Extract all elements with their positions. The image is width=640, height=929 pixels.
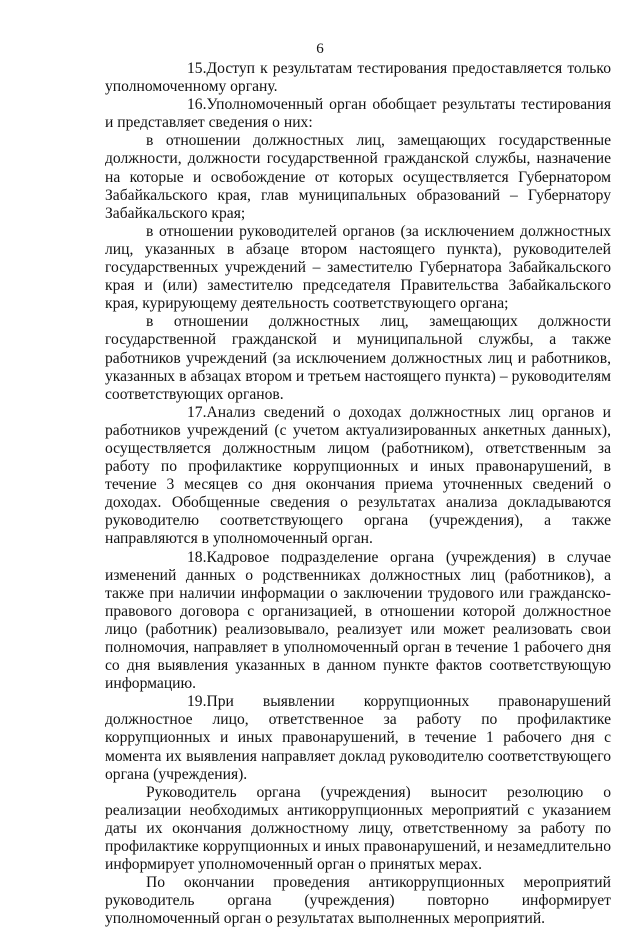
paragraph-text: Кадровое подразделение органа (учреждения) в случае изменений данных о родственниках должностных лиц (работников), а также при наличии информации о заключении трудового или гражданско-правового договора с организацией, в отношении которой должностное лицо (работник) реализовывало, реализует или может реализовать свои полномочия, направляет в уполномоченный орган в течение 1 рабочего дня со дня выявления указанных в данном пункте фактов соответствующую информацию. bbox=[105, 548, 611, 693]
document-body bbox=[105, 60, 611, 929]
paragraph-17 bbox=[105, 404, 611, 549]
item-number: 15. bbox=[187, 60, 207, 77]
paragraph-text: Руководитель органа (учреждения) выносит резолюцию о реализации необходимых антикоррупционных мероприятий с указанием даты их окончания должностному лицу, ответственному за работу по профилактике коррупционных и иных правонарушений, и незамедлительно информирует уполномоченный орган о принятых мерах. bbox=[105, 783, 611, 874]
item-number: 17. bbox=[187, 403, 207, 421]
page-number: 6 bbox=[316, 41, 324, 57]
item-number: 18. bbox=[187, 548, 207, 566]
paragraph-18 bbox=[105, 549, 611, 694]
paragraph-16-sub-1 bbox=[105, 132, 611, 222]
paragraph-text: в отношении должностных лиц, замещающих государственные должности, должности государственной гражданской службы, назначение на которые и освобождение от которых осуществляется Губернатором Забайкальского края, глав муниципальных образований – Губернатору Забайкальского края; bbox=[105, 132, 611, 222]
paragraph-text: Анализ сведений о доходах должностных лиц органов и работников учреждений (с учетом актуализированных анкетных данных), осуществляется должностным лицом (работником), ответственным за работу по профилактике коррупционных и иных правонарушений, в течение 3 месяцев со дня окончания приема уточненных сведений о доходах. Обобщенные сведения о результатах анализа докладываются руководителю соответствующего органа (учреждения), а также направляются в уполномоченный орган. bbox=[105, 403, 611, 548]
paragraph-text: в отношении должностных лиц, замещающих должности государственной гражданской и муниципальной службы, а также работников учреждений (за исключением должностных лиц и работников, указанных в абзацах втором и третьем настоящего пункта) – руководителям соответствующих органов. bbox=[105, 313, 611, 403]
paragraph-text: Уполномоченный орган обобщает результаты тестирования и представляет сведения о них: bbox=[105, 96, 611, 132]
paragraph-16-sub-2 bbox=[105, 223, 611, 313]
paragraph-19 bbox=[105, 693, 611, 783]
paragraph-19-sub-1 bbox=[105, 784, 611, 874]
paragraph-15 bbox=[105, 60, 611, 96]
paragraph-text: Доступ к результатам тестирования предоставляется только уполномоченному органу. bbox=[105, 60, 611, 96]
item-number: 19. bbox=[187, 693, 207, 711]
paragraph-16-sub-3 bbox=[105, 313, 611, 403]
paragraph-text: По окончании проведения антикоррупционных мероприятий руководитель органа (учреждения) повторно информирует уполномоченный орган о результатах выполненных мероприятий. bbox=[105, 874, 611, 928]
paragraph-text: в отношении руководителей органов (за исключением должностных лиц, указанных в абзаце втором настоящего пункта), руководителей государственных учреждений – заместителю Губернатора Забайкальского края и (или) заместителю председателя Правительства Забайкальского края, курирующему деятельность соответствующего органа; bbox=[105, 222, 611, 313]
paragraph-16 bbox=[105, 96, 611, 132]
paragraph-19-sub-2 bbox=[105, 874, 611, 928]
item-number: 16. bbox=[187, 96, 207, 114]
paragraph-text: При выявлении коррупционных правонарушений должностное лицо, ответственное за работу по профилактике коррупционных и иных правонарушений, в течение 1 рабочего дня с момента их выявления направляет доклад руководителю соответствующего органа (учреждения). bbox=[105, 693, 611, 783]
